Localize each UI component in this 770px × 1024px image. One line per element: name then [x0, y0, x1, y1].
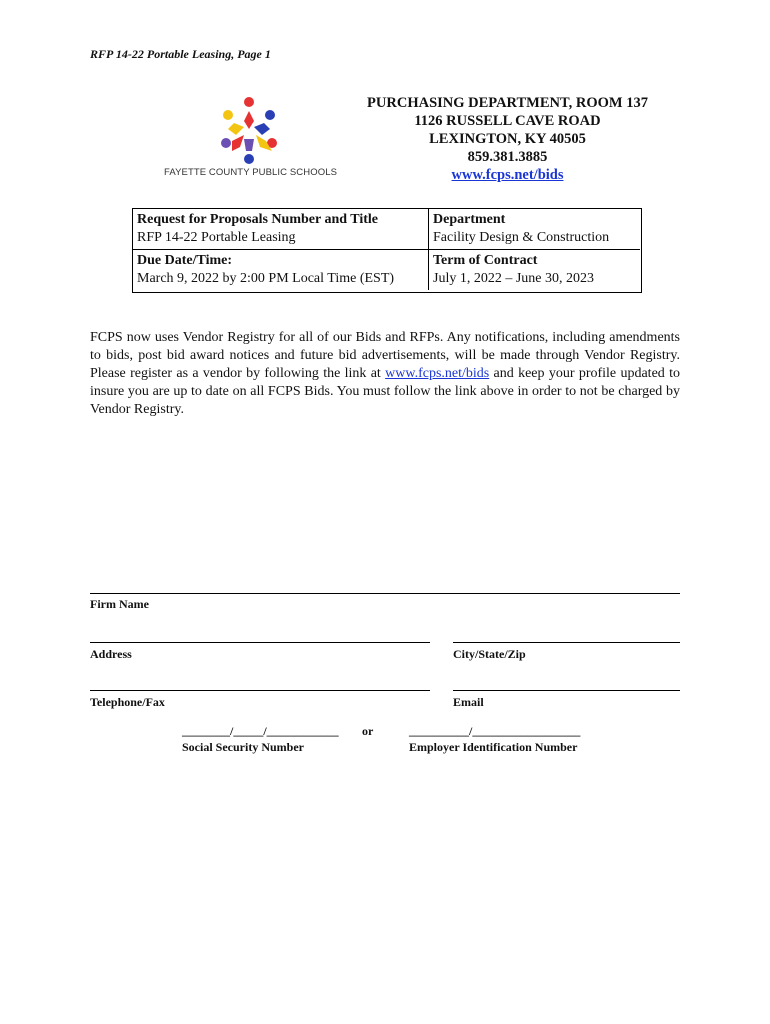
address-line-1: PURCHASING DEPARTMENT, ROOM 137	[367, 95, 648, 111]
logo-figure-top	[244, 111, 254, 129]
logo-dot-left	[223, 110, 233, 120]
logo-dot-bottom-left	[221, 138, 231, 148]
firm-name-label: Firm Name	[90, 597, 149, 611]
ein-label: Employer Identification Number	[409, 740, 578, 754]
email-label: Email	[453, 695, 484, 709]
vendor-registry-notice	[90, 329, 680, 419]
ein-blank[interactable]: __________/__________________	[409, 724, 581, 738]
city-state-zip-label: City/State/Zip	[453, 647, 526, 661]
logo-dot-bottom	[244, 154, 254, 164]
due-date-heading: Due Date/Time:	[137, 253, 232, 268]
email-line[interactable]	[453, 690, 680, 691]
address-line[interactable]	[90, 642, 430, 643]
logo-emblem-icon	[214, 95, 284, 165]
telephone-fax-label: Telephone/Fax	[90, 695, 165, 709]
address-line-2: 1126 RUSSELL CAVE ROAD	[414, 113, 601, 129]
due-date-value: March 9, 2022 by 2:00 PM Local Time (EST)	[137, 271, 395, 286]
city-state-zip-line[interactable]	[453, 642, 680, 643]
rfp-value: RFP 14-22 Portable Leasing	[137, 230, 296, 245]
telephone-fax-line[interactable]	[90, 690, 430, 691]
address-line-3: LEXINGTON, KY 40505	[429, 131, 586, 147]
notice-text-1: FCPS now uses Vendor Registry for all of our Bids and RFPs. Any notifications, including amendments to bids, post bid award notices and future bid advertisements, will be made through Vendor Registry. Please register as a vendor by following the link at	[90, 330, 680, 381]
firm-name-line[interactable]	[90, 593, 680, 594]
rfp-info-table	[133, 209, 640, 290]
logo-text: FAYETTE COUNTY PUBLIC SCHOOLS	[163, 167, 338, 178]
logo-figure-bottom-left	[232, 135, 244, 151]
or-label: or	[362, 724, 374, 738]
rfp-heading: Request for Proposals Number and Title	[137, 212, 379, 227]
department-heading: Department	[433, 212, 506, 227]
term-heading: Term of Contract	[433, 253, 538, 268]
logo-figure-right	[254, 123, 270, 135]
logo-dot-right	[265, 110, 275, 120]
school-logo	[163, 95, 338, 185]
logo-figure-left	[228, 123, 244, 135]
term-value: July 1, 2022 – June 30, 2023	[433, 271, 594, 286]
logo-dot-top	[244, 97, 254, 107]
purchasing-address-block	[345, 94, 670, 184]
ssn-blank[interactable]: ________/_____/____________	[182, 724, 339, 738]
bids-link[interactable]: www.fcps.net/bids	[451, 167, 564, 183]
page-header-note: RFP 14-22 Portable Leasing, Page 1	[90, 47, 271, 61]
notice-bids-link[interactable]: www.fcps.net/bids	[385, 366, 490, 381]
ssn-label: Social Security Number	[182, 740, 304, 754]
department-value: Facility Design & Construction	[433, 230, 610, 245]
address-phone: 859.381.3885	[467, 149, 548, 165]
logo-figure-bottom	[244, 139, 254, 151]
address-label: Address	[90, 647, 132, 661]
notice-text-2: and keep your profile updated to insure you are up to date on all FCPS Bids. You must follow the link above in order to not be charged by Vendor Registry.	[90, 366, 680, 417]
